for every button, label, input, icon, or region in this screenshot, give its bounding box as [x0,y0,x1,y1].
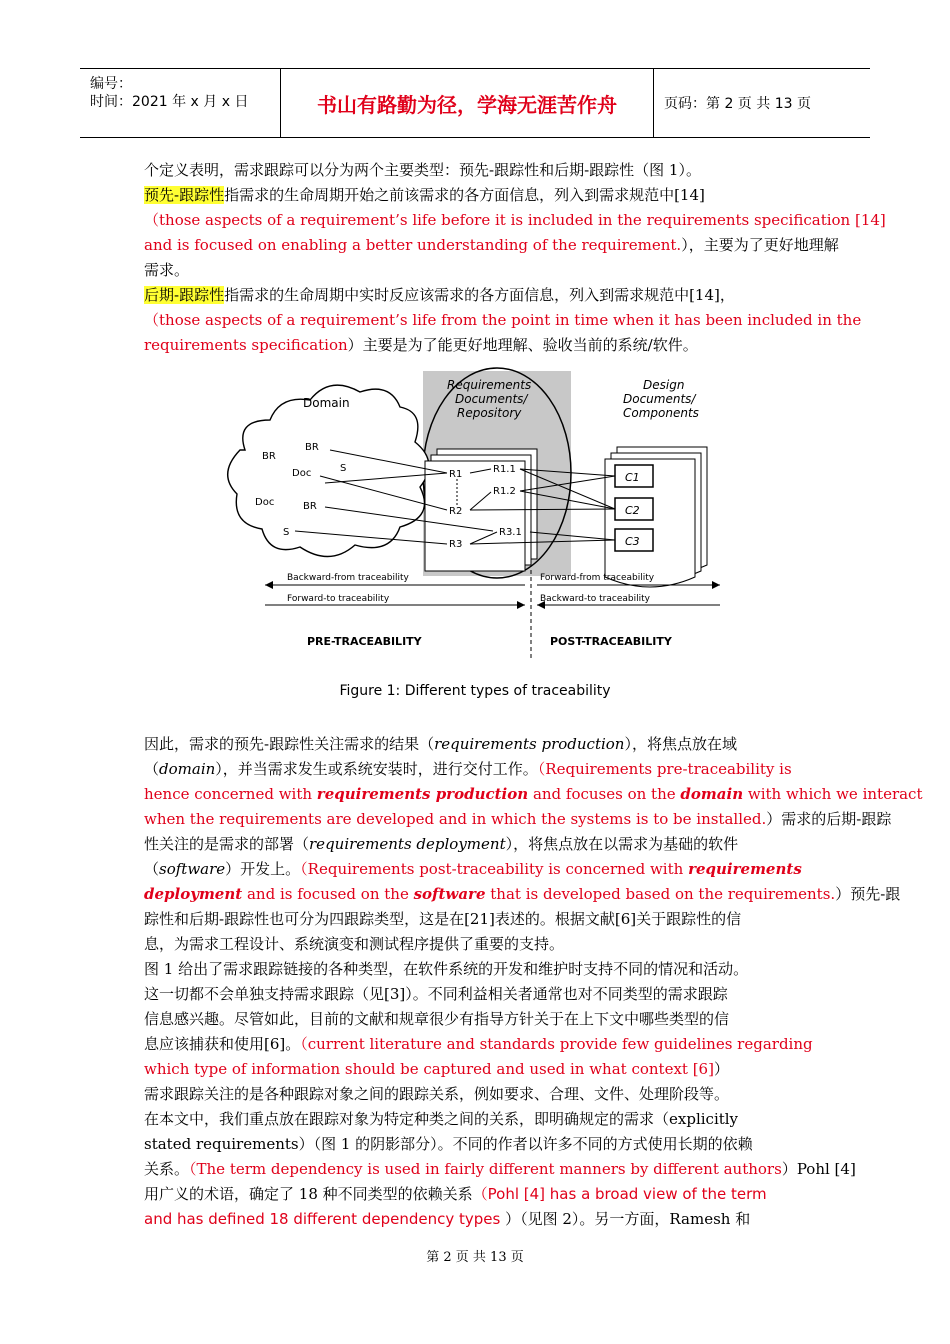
domain-item: BR [262,451,276,462]
domain-label: Domain [303,396,350,410]
text-line: 用广义的术语，确定了 18 种不同类型的依赖关系（Pohl [4] has a broad view of the term [144,1185,767,1203]
header-number: 编号： [90,76,132,92]
intro-paragraphs [144,158,886,358]
req-docs-label: Repository [457,406,522,420]
req-docs-label: Documents/ [455,392,528,406]
traceability-figure [225,365,725,660]
arrow-head [517,601,525,609]
text-line: 需求。 [144,261,190,279]
text-line: 因此，需求的预先-跟踪性关注需求的结果（requirements production），将焦点放在域 [144,735,737,753]
component-node: C1 [625,471,640,484]
text-line: 预先-跟踪性指需求的生命周期开始之前该需求的各方面信息，列入到需求规范中[14] [144,186,705,204]
text-line: 息，为需求工程设计、系统演变和测试程序提供了重要的支持。 [144,935,565,953]
domain-item: BR [305,442,319,453]
design-docs-label: Design [643,378,685,392]
req-node: R3.1 [499,527,522,538]
pre-traceability-label: PRE-TRACEABILITY [307,635,422,648]
header-motto: 书山有路勤为径，学海无涯苦作舟 [281,69,654,137]
component-node: C2 [625,504,640,517]
domain-item: Doc [255,497,275,508]
text-line: and has defined 18 different dependency types ）（见图 2）。另一方面，Ramesh 和 [144,1210,751,1228]
text-line: （those aspects of a requirement’s life before it is included in the requirements specification [14] [144,211,886,229]
domain-item: BR [303,501,317,512]
header-info-cell [80,69,281,137]
arrow-head [265,581,273,589]
domain-cloud [228,385,429,556]
text-line: which type of information should be captured and used in what context [6]） [144,1060,729,1078]
req-node: R1.1 [493,464,516,475]
backward-from-label: Backward-from traceability [287,573,409,583]
text-line: 这一切都不会单独支持需求跟踪（见[3]）。不同利益相关者通常也对不同类型的需求跟踪 [144,985,728,1003]
text-line: 踪性和后期-跟踪性也可分为四跟踪类型，这是在[21]表述的。根据文献[6]关于跟踪性的信 [144,910,742,928]
text-line: （software）开发上。（Requirements post-traceability is concerned with requirements [144,860,802,878]
text-line: 信息感兴趣。尽管如此，目前的文献和规章很少有指导方针关于在上下文中哪些类型的信 [144,1010,730,1028]
text-line: （those aspects of a requirement’s life from the point in time when it has been included in the [144,311,862,329]
text-line: stated requirements）（图 1 的阴影部分）。不同的作者以许多不同的方式使用长期的依赖 [144,1135,753,1153]
text-line: （domain），并当需求发生或系统安装时，进行交付工作。（Requirements pre-traceability is [144,760,792,778]
text-line: 性关注的是需求的部署（requirements deployment），将焦点放在以需求为基础的软件 [144,835,739,853]
header-page: 页码：第 2 页 共 13 页 [664,96,811,112]
req-node: R2 [449,506,463,517]
text-line: 后期-跟踪性指需求的生命周期中实时反应该需求的各方面信息，列入到需求规范中[14]， [144,286,735,304]
req-node: R1 [449,469,463,480]
req-node: R3 [449,539,463,550]
domain-item: S [340,463,347,474]
forward-to-label: Forward-to traceability [287,594,390,604]
post-traceability-term: 后期-跟踪性 [144,286,225,304]
domain-item: S [283,527,290,538]
pre-traceability-term: 预先-跟踪性 [144,186,225,204]
page-footer: 第 2 页 共 13 页 [426,1250,524,1265]
backward-to-label: Backward-to traceability [540,594,650,604]
req-docs-label: Requirements [447,378,532,392]
arrow-head [712,581,720,589]
text-line: 需求跟踪关注的是各种跟踪对象之间的跟踪关系，例如要求、合理、文件、处理阶段等。 [144,1085,730,1103]
text-line: hence concerned with requirements production and focuses on the domain with which we interact [144,785,923,803]
figure-caption: Figure 1: Different types of traceability [339,683,611,699]
post-traceability-label: POST-TRACEABILITY [550,635,672,648]
design-docs-label: Components [623,406,699,420]
text-line: 息应该捕获和使用[6]。（current literature and standards provide few guidelines regarding [144,1035,813,1053]
text-line: 关系。（The term dependency is used in fairly different manners by different authors）Pohl [4] [144,1160,856,1178]
text-line: 个定义表明，需求跟踪可以分为两个主要类型：预先-跟踪性和后期-跟踪性（图 1）。 [144,161,701,179]
text-line: deployment and is focused on the software that is developed based on the requirements.）预先-跟 [144,885,901,903]
design-docs-label: Documents/ [623,392,696,406]
req-node: R1.2 [493,486,516,497]
text-line: requirements specification）主要是为了能更好地理解、验收当前的系统/软件。 [144,336,698,354]
forward-from-label: Forward-from traceability [540,573,655,583]
page-header [80,68,870,138]
req-doc-page [425,461,525,571]
text-line: and is focused on enabling a better understanding of the requirement.），主要为了更好地理解 [144,236,839,254]
domain-item: Doc [292,468,312,479]
component-node: C3 [625,535,640,548]
text-line: 图 1 给出了需求跟踪链接的各种类型，在软件系统的开发和维护时支持不同的情况和活动。 [144,960,749,978]
main-paragraphs [144,732,923,1232]
text-line: 在本文中，我们重点放在跟踪对象为特定种类之间的关系，即明确规定的需求（explicitly [144,1110,739,1128]
header-time: 时间：2021 年 x 月 x 日 [90,94,249,110]
text-line: when the requirements are developed and in which the systems is to be installed.）需求的后期-跟踪 [144,810,892,828]
